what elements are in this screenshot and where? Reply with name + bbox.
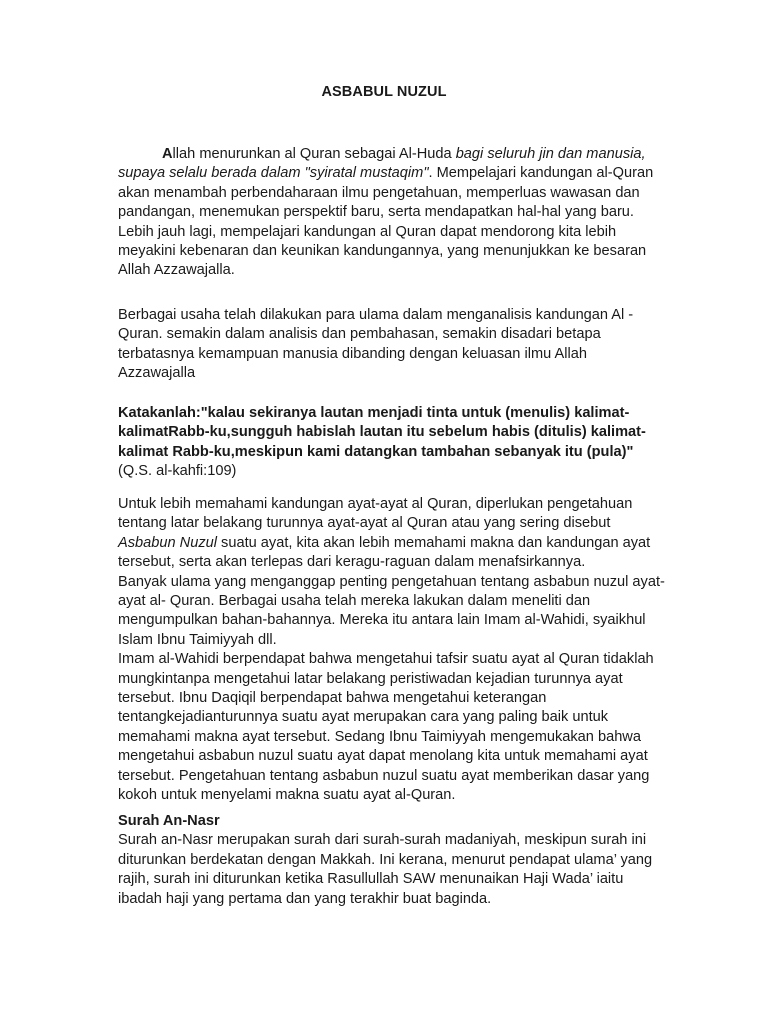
text-line: akan menambah perbendaharaan ilmu pengetahuan, memperluas wawasan dan: [118, 184, 640, 201]
italic-text: Asbabun Nuzul: [118, 534, 217, 551]
quote-line: Katakanlah:"kalau sekiranya lautan menjadi tinta untuk (menulis) kalimat-: [118, 405, 630, 421]
text-line: Lebih jauh lagi, mempelajari kandungan al Quran dapat mendorong kita lebih: [118, 223, 617, 240]
quran-quote: [118, 404, 658, 482]
text-line: Islam Ibnu Taimiyyah dll.: [118, 631, 277, 648]
text-line: mengumpulkan bahan-bahannya. Mereka itu antara lain Imam al-Wahidi, syaikhul: [118, 612, 646, 629]
text-line: Banyak ulama yang menganggap penting pengetahuan tentang asbabun nuzul ayat-: [118, 573, 665, 590]
text-line: meyakini kebenaran dan keunikan kandungannya, yang menunjukkan ke besaran: [118, 243, 647, 260]
drop-cap: A: [162, 146, 173, 162]
text-line: terbatasnya kemampuan manusia dibanding dengan keluasan ilmu Allah: [118, 345, 587, 362]
quote-line: kalimatRabb-ku,sungguh habislah lautan itu sebelum habis (ditulis) kalimat-: [118, 424, 646, 441]
text-line: ayat al- Quran. Berbagai usaha telah mereka lakukan dalam meneliti dan: [118, 593, 591, 610]
text-line: tentang latar belakang turunnya ayat-ayat al Quran atau yang sering disebut: [118, 515, 611, 532]
text-line: rajih, surah ini diturunkan ketika Rasullullah SAW menunaikan Haji Wada’ iaitu: [118, 871, 624, 888]
text-line: tersebut, serta akan terlepas dari keragu-raguan dalam menafsirkannya.: [118, 554, 586, 571]
text-line: mengetahui asbabun nuzul suatu ayat dapat menolang kita untuk memahami ayat: [118, 748, 648, 765]
text-line: memahami makna ayat tersebut. Sedang Ibnu Taimiyyah mengemukakan bahwa: [118, 728, 641, 745]
paragraph-intro: [118, 145, 658, 281]
text-line: tersebut. Pengetahuan tentang asbabun nuzul suatu ayat memberikan dasar yang: [118, 767, 650, 784]
italic-text: supaya selalu berada dalam "syiratal mustaqim": [118, 165, 429, 182]
text-line: [118, 164, 658, 183]
quote-line: kalimat Rabb-ku,meskipun kami datangkan tambahan sebanyak itu (pula)": [118, 443, 634, 460]
section-heading: Surah An-Nasr: [118, 813, 220, 829]
text-line: Surah an-Nasr merupakan surah dari surah-surah madaniyah, meskipun surah ini: [118, 832, 647, 849]
paragraph-effort: [118, 306, 658, 384]
text-line: [118, 145, 658, 164]
document-title: ASBABUL NUZUL: [321, 84, 447, 100]
text-line: Untuk lebih memahami kandungan ayat-ayat al Quran, diperlukan pengetahuan: [118, 496, 633, 512]
text-line: tentangkejadianturunnya suatu ayat merupakan cara yang paling baik untuk: [118, 709, 609, 726]
text-line: Berbagai usaha telah dilakukan para ulama dalam menganalisis kandungan Al -: [118, 307, 634, 323]
text-span: llah menurunkan al Quran sebagai Al-Huda: [172, 146, 456, 162]
text-line: Imam al-Wahidi berpendapat bahwa mengetahui tafsir suatu ayat al Quran tidaklah: [118, 651, 654, 668]
text-line: pandangan, menemukan perspektif baru, serta mendapatkan hal-hal yang baru.: [118, 204, 634, 221]
text-line: Allah Azzawajalla.: [118, 262, 235, 279]
text-line: diturunkan berdekatan dengan Makkah. Ini kerana, menurut pendapat ulama’ yang: [118, 851, 653, 868]
text-span: . Mempelajari kandungan al-Quran: [428, 165, 654, 182]
paragraph-asbabun-nuzul: [118, 495, 665, 806]
text-line: kokoh untuk menyelami makna suatu ayat al-Quran.: [118, 787, 456, 804]
text-line: Azzawajalla: [118, 365, 196, 382]
text-span: suatu ayat, kita akan lebih memahami makna dan kandungan ayat: [216, 534, 651, 551]
text-line: Quran. semakin dalam analisis dan pembahasan, semakin disadari betapa: [118, 326, 601, 343]
text-line: [118, 534, 658, 553]
text-line: tersebut. Ibnu Daqiqil berpendapat bahwa mengetahui keterangan: [118, 690, 547, 707]
section-surah-an-nasr: [118, 812, 658, 909]
italic-text: bagi seluruh jin dan manusia,: [455, 146, 646, 162]
text-line: mungkintanpa mengetahui latar belakang peristiwadan kejadian turunnya ayat: [118, 670, 623, 687]
quote-reference: (Q.S. al-kahfi:109): [118, 463, 237, 480]
text-line: ibadah haji yang pertama dan yang terakhir buat baginda.: [118, 890, 492, 907]
